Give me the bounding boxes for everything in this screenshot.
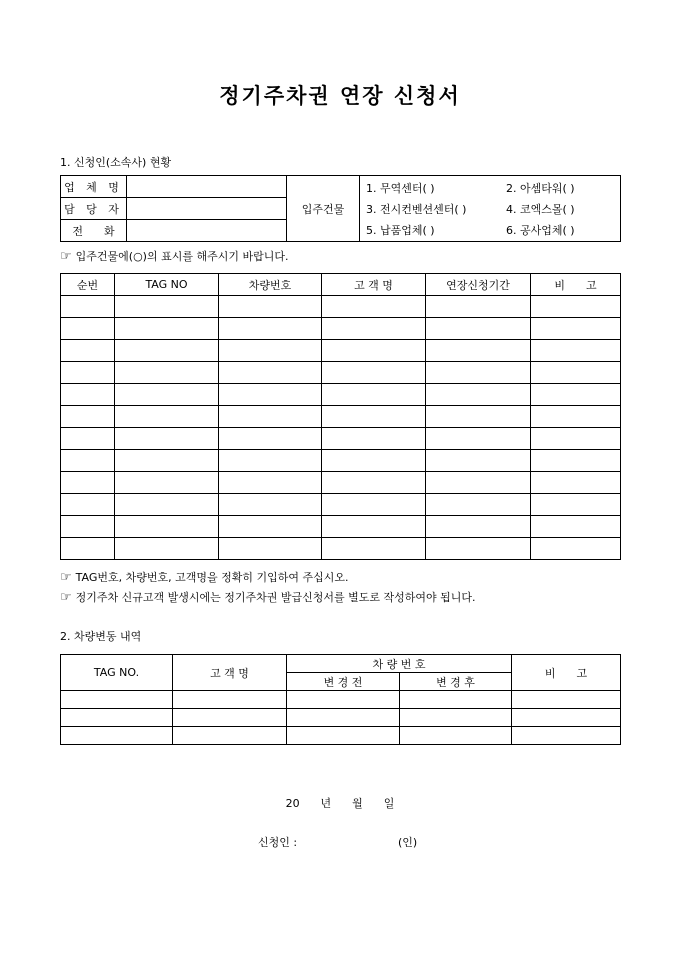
table-cell[interactable]: [531, 318, 621, 340]
company-name-field[interactable]: [127, 176, 287, 198]
table-cell[interactable]: [173, 727, 287, 745]
table-cell[interactable]: [426, 450, 531, 472]
table-cell[interactable]: [531, 340, 621, 362]
table-cell[interactable]: [61, 494, 115, 516]
table-cell[interactable]: [61, 450, 115, 472]
table-cell[interactable]: [115, 384, 219, 406]
building-option[interactable]: 6. 공사업체( ): [506, 223, 575, 237]
table-cell[interactable]: [512, 727, 621, 745]
vehicle-change-table: [60, 654, 621, 745]
table-cell[interactable]: [219, 516, 322, 538]
header-tag-no: TAG NO: [115, 274, 219, 296]
section2-heading: 2. 차량변동 내역: [60, 630, 142, 643]
building-option[interactable]: 5. 납품업체( ): [366, 223, 435, 237]
table-cell[interactable]: [61, 384, 115, 406]
table-cell[interactable]: [115, 296, 219, 318]
table-cell[interactable]: [426, 406, 531, 428]
table-cell[interactable]: [61, 318, 115, 340]
table-cell[interactable]: [322, 340, 426, 362]
table-cell[interactable]: [115, 318, 219, 340]
table-cell[interactable]: [61, 472, 115, 494]
applicant-name-field[interactable]: [310, 832, 395, 850]
header-after: 변 경 후: [400, 673, 512, 691]
table-cell[interactable]: [61, 428, 115, 450]
building-option[interactable]: 4. 코엑스몰( ): [506, 202, 575, 216]
table-cell[interactable]: [531, 450, 621, 472]
building-option[interactable]: 2. 아셈타워( ): [506, 181, 575, 195]
building-option[interactable]: 1. 무역센터( ): [366, 181, 435, 195]
table-row: [61, 727, 621, 745]
date-line: 20 년 월 일: [285, 797, 395, 810]
header-customer: 고 객 명: [322, 274, 426, 296]
header-seq: 순번: [61, 274, 115, 296]
table-cell[interactable]: [531, 406, 621, 428]
table-cell[interactable]: [219, 362, 322, 384]
table-cell[interactable]: [219, 428, 322, 450]
phone-field[interactable]: [127, 220, 287, 242]
table-cell[interactable]: [400, 727, 512, 745]
table-row: [61, 691, 621, 709]
building-options: [360, 176, 621, 242]
table-row: [61, 362, 621, 384]
table-cell[interactable]: [219, 472, 322, 494]
table-cell[interactable]: [115, 362, 219, 384]
table-cell[interactable]: [219, 318, 322, 340]
table-cell[interactable]: [115, 494, 219, 516]
header-customer: 고 객 명: [173, 655, 287, 691]
table-cell[interactable]: [61, 709, 173, 727]
section1-heading: 1. 신청인(소속사) 현황: [60, 156, 172, 169]
table-cell[interactable]: [426, 362, 531, 384]
table-cell[interactable]: [115, 428, 219, 450]
building-note: ☞ 입주건물에(○)의 표시를 해주시기 바랍니다.: [60, 249, 289, 264]
table-cell[interactable]: [219, 450, 322, 472]
table-row: [61, 494, 621, 516]
table-cell[interactable]: [531, 516, 621, 538]
table-cell[interactable]: [426, 384, 531, 406]
table-cell[interactable]: [115, 450, 219, 472]
table-cell[interactable]: [173, 709, 287, 727]
table-cell[interactable]: [115, 538, 219, 560]
table-cell[interactable]: [426, 296, 531, 318]
table-cell[interactable]: [426, 340, 531, 362]
table-row: [61, 384, 621, 406]
table-cell[interactable]: [426, 428, 531, 450]
table-cell[interactable]: [173, 691, 287, 709]
header-remarks: 비 고: [512, 655, 621, 691]
table-cell[interactable]: [322, 472, 426, 494]
table-cell[interactable]: [61, 538, 115, 560]
table-cell[interactable]: [61, 727, 173, 745]
table-cell[interactable]: [426, 472, 531, 494]
header-remarks: 비 고: [531, 274, 621, 296]
table-cell[interactable]: [322, 362, 426, 384]
header-vehicle-no: 차량번호: [219, 274, 322, 296]
table-cell[interactable]: [531, 428, 621, 450]
applicant-info-table: [60, 175, 621, 242]
table-cell[interactable]: [426, 516, 531, 538]
table-cell[interactable]: [512, 709, 621, 727]
company-name-label: 업 체 명: [61, 176, 127, 198]
table-row: [61, 450, 621, 472]
header-before: 변 경 전: [287, 673, 400, 691]
table-cell[interactable]: [426, 538, 531, 560]
header-tag-no: TAG NO.: [61, 655, 173, 691]
table-row: [61, 428, 621, 450]
table-cell[interactable]: [219, 538, 322, 560]
table-cell[interactable]: [219, 406, 322, 428]
table-cell[interactable]: [426, 494, 531, 516]
table-cell[interactable]: [219, 494, 322, 516]
seal-mark: (인): [398, 836, 418, 849]
vehicle-extension-table: [60, 273, 621, 560]
table-cell[interactable]: [512, 691, 621, 709]
table-cell[interactable]: [322, 428, 426, 450]
table-row: [61, 340, 621, 362]
contact-person-field[interactable]: [127, 198, 287, 220]
pointing-hand-icon: ☞: [60, 590, 72, 605]
table-cell[interactable]: [61, 296, 115, 318]
table-cell[interactable]: [531, 362, 621, 384]
table-cell[interactable]: [531, 384, 621, 406]
table-cell[interactable]: [61, 691, 173, 709]
table-cell[interactable]: [322, 384, 426, 406]
table-cell[interactable]: [61, 516, 115, 538]
table-cell[interactable]: [219, 296, 322, 318]
table-cell[interactable]: [322, 538, 426, 560]
pointing-hand-icon: ☞: [60, 249, 72, 264]
table-cell[interactable]: [61, 406, 115, 428]
table-cell[interactable]: [531, 296, 621, 318]
table-row: [61, 296, 621, 318]
table-cell[interactable]: [426, 318, 531, 340]
note-new-customer: ☞ 정기주차 신규고객 발생시에는 정기주차권 발급신청서를 별도로 작성하여야 됩니다.: [60, 590, 476, 605]
phone-label: 전 화: [61, 220, 127, 242]
table-cell[interactable]: [287, 691, 400, 709]
pointing-hand-icon: ☞: [60, 570, 72, 585]
table-cell[interactable]: [287, 727, 400, 745]
table-cell[interactable]: [61, 340, 115, 362]
contact-person-label: 담 당 자: [61, 198, 127, 220]
table-cell[interactable]: [219, 384, 322, 406]
page-title: 정기주차권 연장 신청서: [219, 83, 461, 108]
table-cell[interactable]: [322, 450, 426, 472]
table-cell[interactable]: [219, 340, 322, 362]
table-cell[interactable]: [531, 494, 621, 516]
building-option[interactable]: 3. 전시컨벤션센터( ): [366, 202, 467, 216]
table-cell[interactable]: [322, 516, 426, 538]
note-tag: ☞ TAG번호, 차량번호, 고객명을 정확히 기입하여 주십시오.: [60, 570, 349, 585]
table-cell[interactable]: [400, 691, 512, 709]
table-cell[interactable]: [115, 406, 219, 428]
table-cell[interactable]: [61, 362, 115, 384]
applicant-label: 신청인 :: [258, 836, 298, 849]
header-period: 연장신청기간: [426, 274, 531, 296]
table-cell[interactable]: [322, 406, 426, 428]
header-vehicle-no: 차 량 번 호: [287, 655, 512, 673]
table-cell[interactable]: [287, 709, 400, 727]
table-cell[interactable]: [400, 709, 512, 727]
table-row: [61, 406, 621, 428]
building-label: 입주건물: [287, 176, 360, 242]
table-row: [61, 709, 621, 727]
table-row: [61, 516, 621, 538]
table-cell[interactable]: [115, 472, 219, 494]
table-cell[interactable]: [322, 296, 426, 318]
table-cell[interactable]: [322, 318, 426, 340]
table-cell[interactable]: [115, 340, 219, 362]
table-cell[interactable]: [115, 516, 219, 538]
table-row: [61, 318, 621, 340]
table-row: [61, 472, 621, 494]
table-cell[interactable]: [531, 472, 621, 494]
table-cell[interactable]: [531, 538, 621, 560]
table-cell[interactable]: [322, 494, 426, 516]
table-row: [61, 538, 621, 560]
